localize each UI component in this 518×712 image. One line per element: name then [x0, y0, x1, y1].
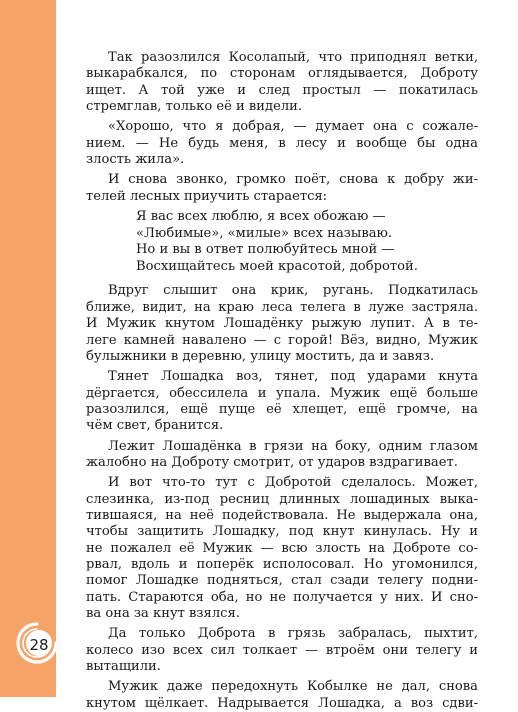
text-line: булыжники в деревню, улицу мостить, да и завяз. [86, 348, 435, 364]
text-line: не пожалел её Мужик — всю злость на Доброте со- [86, 540, 478, 556]
text-line: нием. — Не будь меня, в лесу и вообще бы одна [86, 135, 478, 151]
poem-line: Но и вы в ответ полюбуйтесь мной — [136, 242, 395, 258]
text-line: ближе, видит, на краю леса телега в луже застряла. [86, 299, 478, 315]
text-line: злость жила». [86, 152, 185, 168]
text-line: чтобы защитить Лошадку, под кнут кинулась. Ну и [86, 524, 478, 540]
paragraph [86, 626, 478, 675]
text-line: стремглав, только её и видели. [86, 99, 303, 115]
paragraph [86, 475, 478, 622]
poem-line: Восхищайтесь моей красотой, добротой. [136, 258, 418, 274]
text-line: И Мужик кнутом Лошадёнку рыжую лупит. А в те- [86, 316, 478, 332]
text-line: Вдруг слышит она крик, ругань. Подкатилась [108, 283, 478, 299]
text-line: кнутом щёлкает. Надрывается Лошадка, а воз сдви- [86, 695, 478, 711]
text-line: рвал, вдоль и поперёк исполосовал. Но угомонился, [86, 556, 478, 572]
paragraph [86, 50, 478, 115]
text-line: «Хорошо, что я добрая, — думает она с сожале- [108, 119, 478, 135]
text-line: И снова звонко, громко поёт, снова к добру жи- [108, 172, 478, 188]
paragraph [86, 369, 478, 434]
text-line: Тянет Лошадка воз, тянет, под ударами кнута [108, 369, 478, 385]
text-line: вытащили. [86, 659, 161, 675]
page-number: 28 [29, 636, 49, 654]
text-line: Да только Доброта в грязь забралась, пыхтит, [108, 626, 478, 642]
paragraph [86, 439, 478, 472]
poem-line: «Любимые», «милые» всех называю. [136, 225, 393, 241]
text-line: слезинка, из-под ресниц длинных лошадиных выка- [86, 491, 478, 507]
text-line: ищет. А той уже и след простыл — покатилась [86, 82, 478, 98]
text-line: колесо изо всех сил толкает — втроём они телегу и [86, 642, 478, 658]
paragraph [86, 119, 478, 168]
text-line: ва она за кнут взялся. [86, 606, 240, 621]
text-line: выкарабкался, по сторонам оглядывается, Доброту [86, 66, 478, 82]
poem [136, 209, 478, 275]
text-line: помог Лошадке подняться, стал сзади телегу подни- [86, 573, 478, 589]
text-line: дёргается, обессилела и упала. Мужик ещё больше [86, 385, 478, 401]
text-line: леге камней навалено — с горой! Вёз, видно, Мужик [86, 332, 478, 348]
text-line: телей лесных приучить старается: [86, 188, 328, 204]
text-line: Лежит Лошадёнка в грязи на боку, одним глазом [108, 438, 478, 454]
story-text [86, 50, 478, 712]
paragraph [86, 172, 478, 205]
text-line: И вот что-то тут с Добротой сделалось. Может, [108, 475, 478, 491]
paragraph [86, 679, 478, 712]
text-line: тившаяся, на неё подействовала. Не выдержала она, [86, 507, 478, 523]
text-line: пать. Стараются оба, но не получается у них. И сно- [86, 589, 478, 605]
page-margin-strip [0, 0, 56, 697]
text-line: разозлился, ещё пуще её хлещет, ещё громче, на [86, 401, 478, 417]
text-line: Так разозлился Косолапый, что приподнял ветки, [108, 50, 478, 65]
paragraph [86, 283, 478, 365]
text-line: чём свет, бранится. [86, 418, 224, 434]
text-line: Мужик даже передохнуть Кобылке не дал, снова [108, 679, 478, 695]
poem-line: Я вас всех люблю, я всех обожаю — [136, 209, 386, 225]
text-line: жалобно на Доброту смотрит, от ударов вздрагивает. [86, 454, 458, 470]
